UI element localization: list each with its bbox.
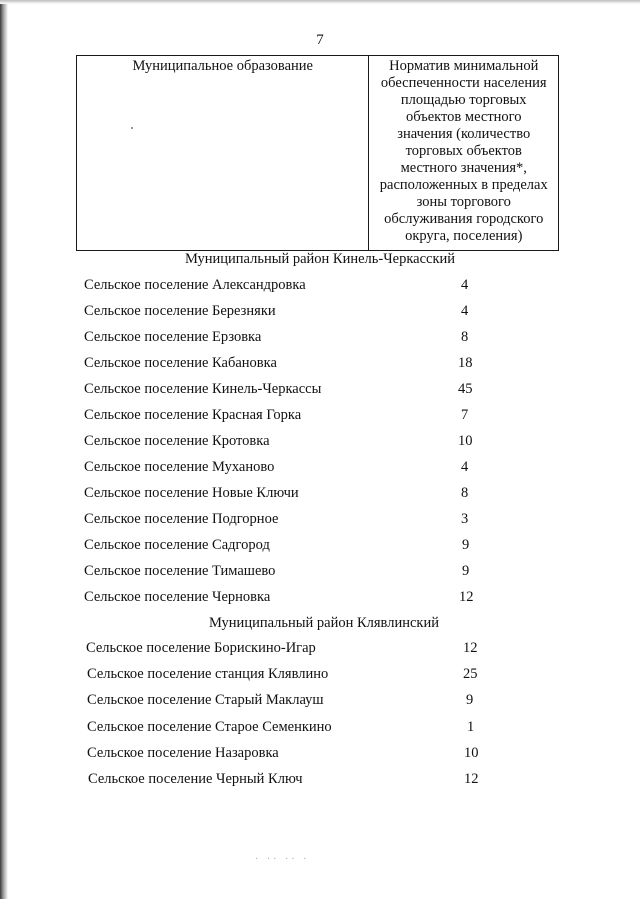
table-row xyxy=(0,745,640,765)
settlement-value: 8 xyxy=(461,485,469,501)
settlement-name: Сельское поселение Тимашево xyxy=(84,563,276,579)
settlement-value: 12 xyxy=(464,771,479,787)
settlement-name: Сельское поселение станция Клявлино xyxy=(87,666,329,682)
norm-line: торговых объектов xyxy=(405,143,522,159)
settlement-value: 12 xyxy=(463,640,478,656)
settlement-name: Сельское поселение Назаровка xyxy=(87,745,279,761)
settlement-value: 7 xyxy=(461,407,469,423)
settlement-value: 3 xyxy=(461,511,469,527)
norm-line: зоны торгового xyxy=(416,194,511,210)
norm-line: обслуживания городского xyxy=(384,211,544,227)
settlement-name: Сельское поселение Кротовка xyxy=(84,433,270,449)
settlement-value: 1 xyxy=(467,719,475,735)
norm-line: расположенных в пределах xyxy=(379,177,548,193)
settlement-name: Сельское поселение Старое Семенкино xyxy=(87,719,332,735)
norm-line: значения (количество xyxy=(397,126,531,142)
table-row xyxy=(0,511,640,531)
settlement-name: Сельское поселение Подгорное xyxy=(84,511,279,527)
table-row xyxy=(0,277,640,297)
settlement-value: 9 xyxy=(462,537,470,553)
header-row xyxy=(77,56,559,251)
scan-speck xyxy=(131,127,133,129)
norm-line: округа, поселения) xyxy=(405,228,523,244)
settlement-value: 10 xyxy=(464,745,479,761)
settlement-value: 4 xyxy=(461,459,469,475)
scan-top-edge xyxy=(0,0,640,4)
settlement-name: Сельское поселение Кабановка xyxy=(84,355,277,371)
settlement-name: Сельское поселение Борискино-Игар xyxy=(86,640,316,656)
settlement-name: Сельское поселение Александровка xyxy=(84,277,306,293)
table-row xyxy=(0,485,640,505)
table-row xyxy=(0,666,640,686)
table-row xyxy=(0,692,640,712)
settlement-value: 4 xyxy=(461,303,469,319)
settlement-name: Сельское поселение Ерзовка xyxy=(84,329,262,345)
settlement-value: 10 xyxy=(458,433,473,449)
table-row xyxy=(0,771,640,791)
table-row xyxy=(0,537,640,557)
settlement-value: 9 xyxy=(462,563,470,579)
settlement-value: 45 xyxy=(458,381,473,397)
page-number: 7 xyxy=(316,32,324,48)
scan-noise: · ·· ·· · xyxy=(255,854,310,865)
table-row xyxy=(0,640,640,660)
table-row xyxy=(0,433,640,453)
table-row xyxy=(0,407,640,427)
table-row xyxy=(0,459,640,479)
table-row xyxy=(0,719,640,739)
district-title-klyavlinsky: Муниципальный район Клявлинский xyxy=(209,615,439,631)
settlement-value: 25 xyxy=(463,666,478,682)
settlement-value: 8 xyxy=(461,329,469,345)
settlement-name: Сельское поселение Садгород xyxy=(84,537,270,553)
settlement-value: 9 xyxy=(466,692,474,708)
header-table xyxy=(76,55,559,251)
settlement-name: Сельское поселение Березняки xyxy=(84,303,276,319)
norm-line: площадью торговых xyxy=(400,92,527,108)
table-row xyxy=(0,303,640,323)
settlement-name: Сельское поселение Черный Ключ xyxy=(88,771,303,787)
column-header-norm xyxy=(369,56,559,251)
settlement-name: Сельское поселение Новые Ключи xyxy=(84,485,299,501)
table-row xyxy=(0,381,640,401)
table-row xyxy=(0,329,640,349)
settlement-name: Сельское поселение Старый Маклауш xyxy=(87,692,324,708)
settlement-name: Сельское поселение Черновка xyxy=(84,589,271,605)
settlement-value: 18 xyxy=(458,355,473,371)
district-title-kinel-cherkassky: Муниципальный район Кинель-Черкасский xyxy=(184,251,456,267)
table-row xyxy=(0,563,640,583)
table-row xyxy=(0,589,640,609)
settlement-name: Сельское поселение Кинель-Черкассы xyxy=(84,381,322,397)
norm-line: Норматив минимальной xyxy=(389,58,539,74)
settlement-name: Сельское поселение Муханово xyxy=(84,459,275,475)
settlement-value: 4 xyxy=(461,277,469,293)
column-header-municipality: Муниципальное образование xyxy=(77,56,369,251)
settlement-value: 12 xyxy=(459,589,474,605)
norm-line: местного значения*, xyxy=(400,160,527,176)
table-row xyxy=(0,355,640,375)
norm-line: объектов местного xyxy=(405,109,522,125)
settlement-name: Сельское поселение Красная Горка xyxy=(84,407,302,423)
norm-line: обеспеченности населения xyxy=(380,75,547,91)
